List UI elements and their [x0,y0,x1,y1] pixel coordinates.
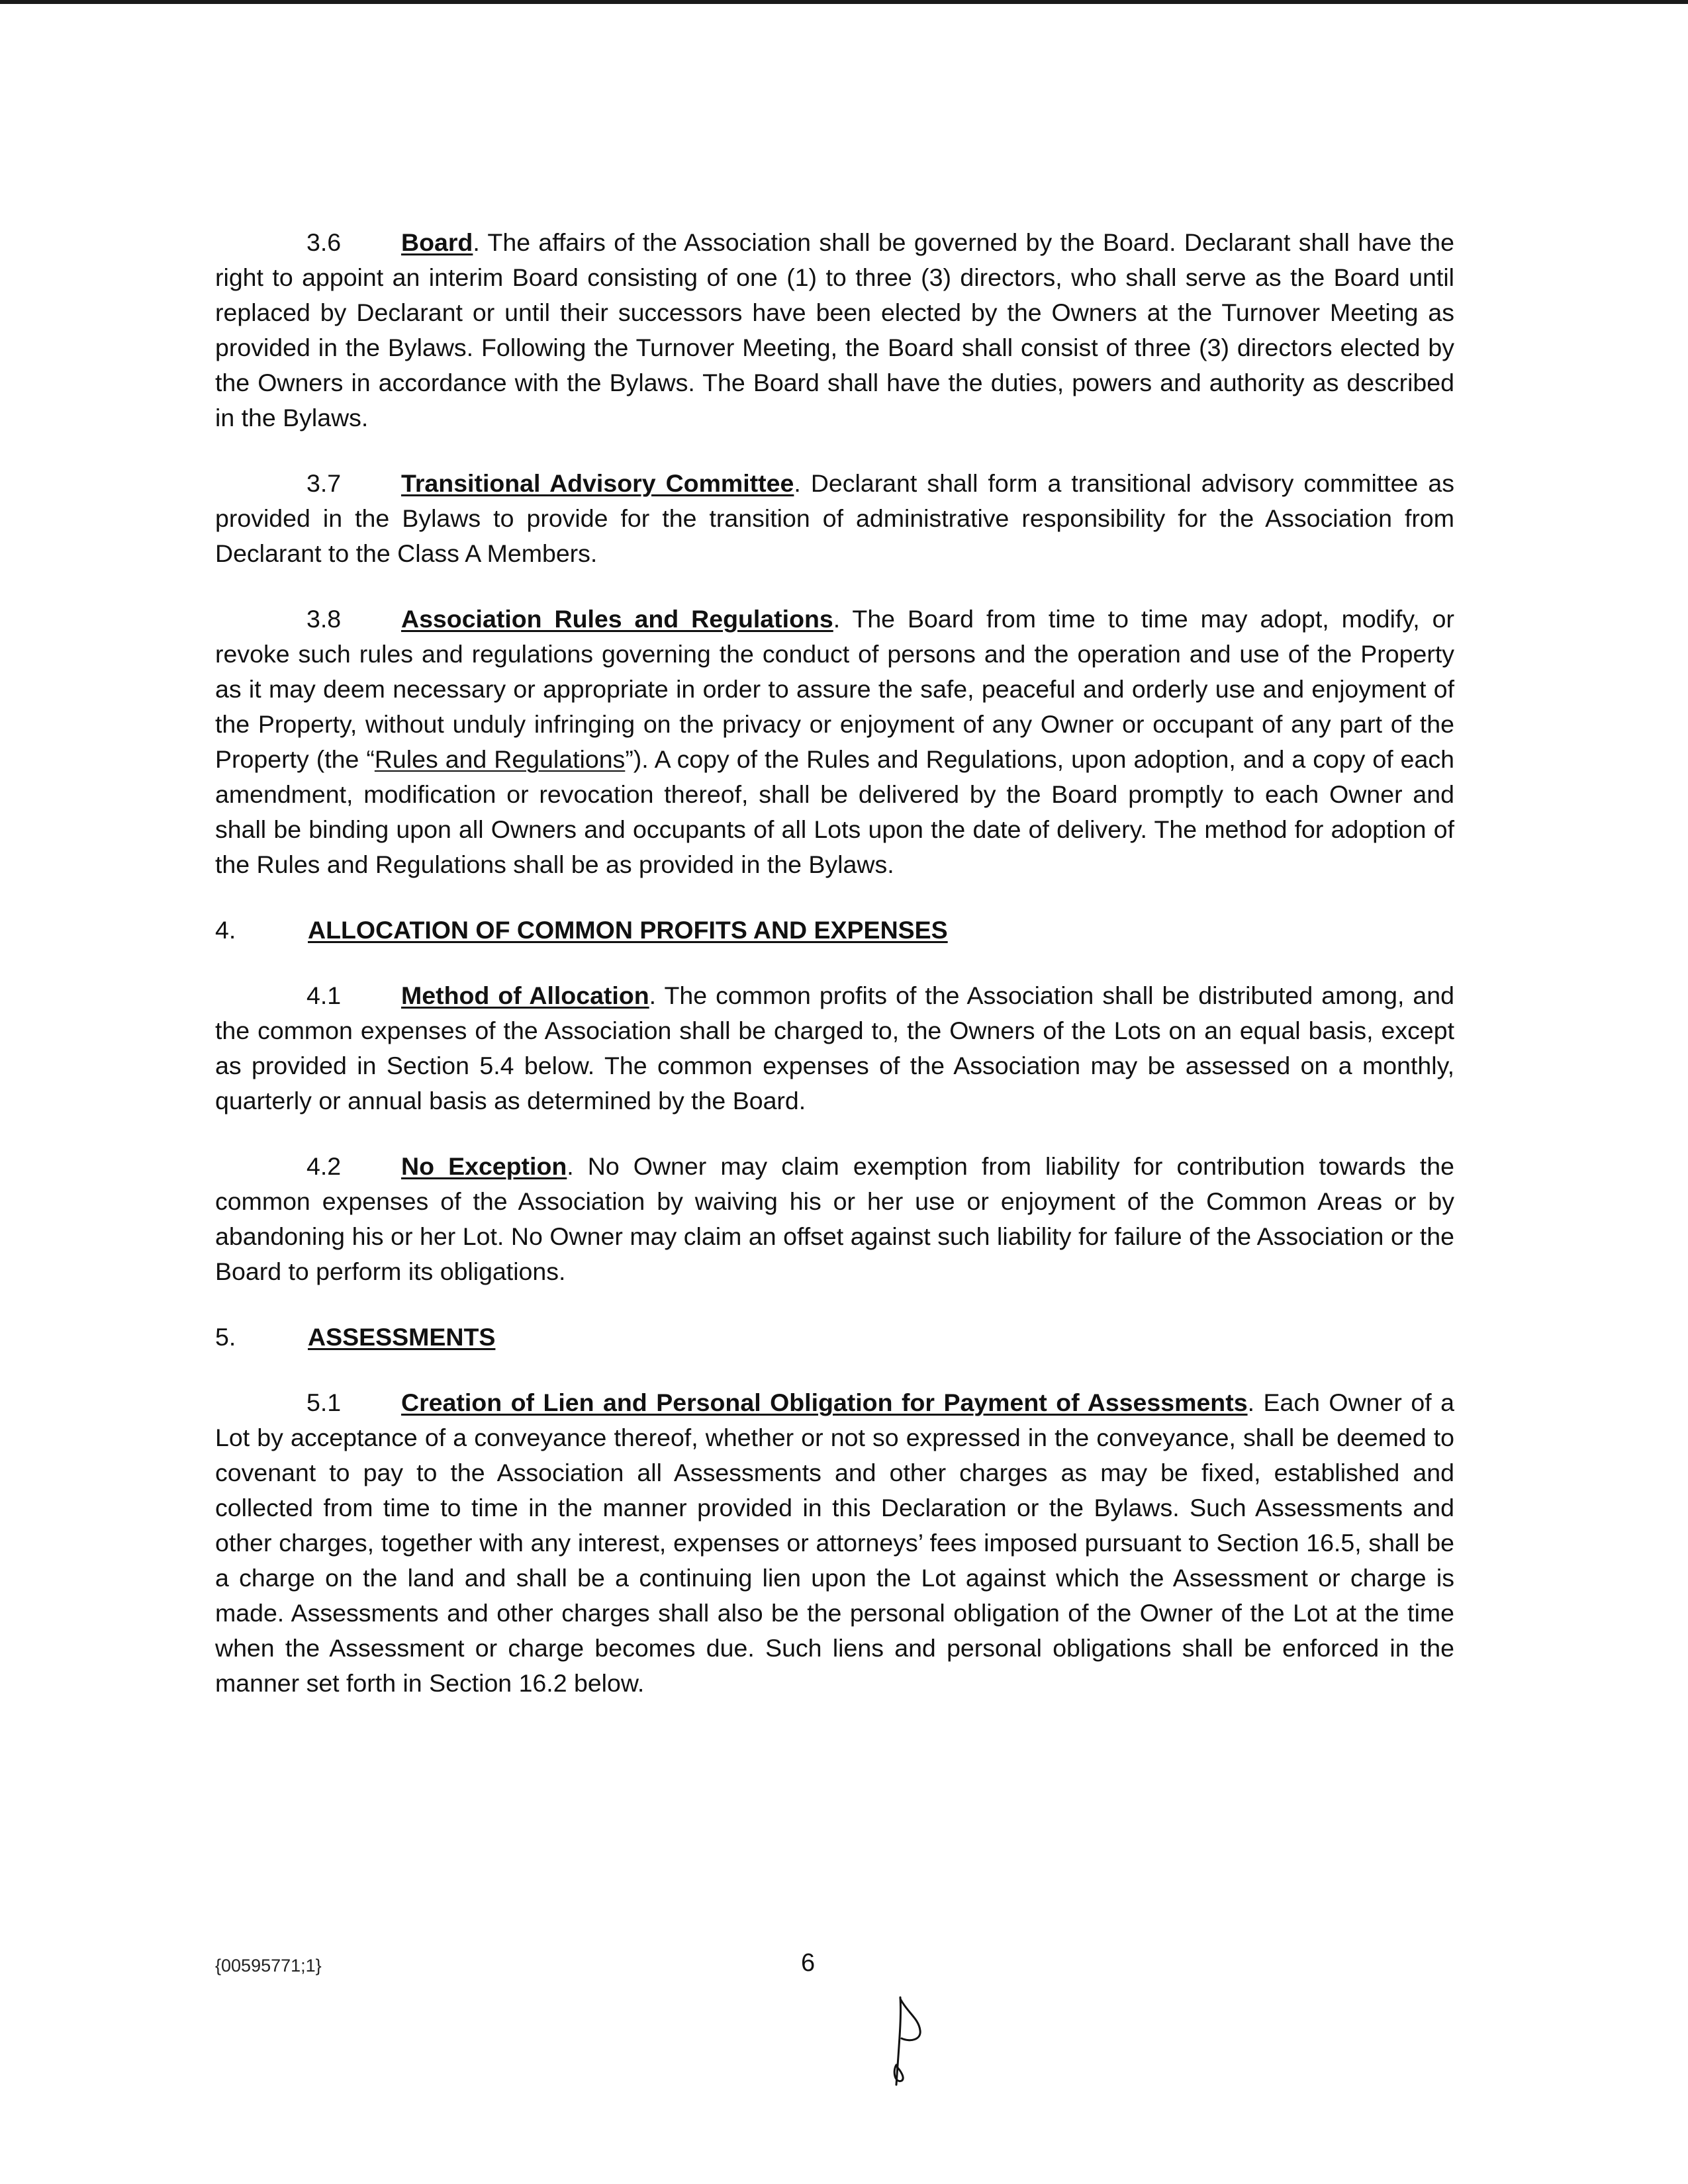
section-number: 3.6 [306,228,342,256]
document-body [215,225,1454,1731]
section-title: No Exception [401,1152,567,1180]
section-title: Board [401,228,473,256]
handwritten-initials-icon [887,1992,933,2091]
section-number: 5.1 [306,1388,342,1416]
scan-top-edge [0,0,1688,4]
article-title: ALLOCATION OF COMMON PROFITS AND EXPENSES [308,916,948,944]
section-number: 4.2 [306,1152,342,1180]
section-title: Association Rules and Regulations [401,605,833,633]
defined-term: Rules and Regulations [374,745,626,773]
article-heading-5 [215,1320,1454,1355]
section-text: . No Owner may claim exemption from liability for contribution towards the common expenses of the Association by waiving his or her use or enjoyment of the Common Areas or by abandoning his or her Lot. No Owner may claim an offset against such liability for failure of the Association or the Board to perform its obligations. [215,1152,1454,1285]
section-title: Method of Allocation [401,981,649,1009]
section-text: . The Board from time to time may adopt, modify, or revoke such rules and regulations governing the conduct of persons and the operation and use of the Property as it may deem necessary or appropriate in order to assure the safe, peaceful and orderly use and enjoyment of the Property, without unduly infringing on the privacy or enjoyment of any Owner or occupant of any part of the Property (the “ [215,605,1455,773]
section-title: Transitional Advisory Committee [401,469,794,497]
section-number: 3.8 [306,605,342,633]
section-title: Creation of Lien and Personal Obligation for Payment of Assessments [401,1388,1248,1416]
section-5-1 [215,1385,1454,1701]
document-code: {00595771;1} [215,1956,322,1976]
section-4-2 [215,1149,1454,1289]
section-number: 4.1 [306,981,342,1009]
section-text: . The common profits of the Association shall be distributed among, and the common expenses of the Association shall be charged to, the Owners of the Lots on an equal basis, except as provided in Section 5.4 below. The common expenses of the Association may be assessed on a monthly, quarterly or annual basis as determined by the Board. [215,981,1454,1115]
section-3-6 [215,225,1454,435]
article-title: ASSESSMENTS [308,1323,496,1351]
section-text-continued: ”). A copy of the Rules and Regulations, upon adoption, and a copy of each amendment, modification or revocation thereof, shall be delivered by the Board promptly to each Owner and shall be binding upon all Owners and occupants of all Lots upon the date of delivery. The method for adoption of the Rules and Regulations shall be as provided in the Bylaws. [215,745,1454,878]
article-number: 5. [215,1323,236,1351]
section-number: 3.7 [306,469,342,497]
article-heading-4 [215,913,1454,948]
page-number: 6 [801,1949,816,1977]
section-text: . Each Owner of a Lot by acceptance of a conveyance thereof, whether or not so expressed in the conveyance, shall be deemed to covenant to pay to the Association all Assessments and other charges as may be fixed, established and collected from time to time in the manner provided in this Declaration or the Bylaws. Such Assessments and other charges, together with any interest, expenses or attorneys’ fees imposed pursuant to Section 16.5, shall be a charge on the land and shall be a continuing lien upon the Lot against which the Assessment or charge is made. Assessments and other charges shall also be the personal obligation of the Owner of the Lot at the time when the Assessment or charge becomes due. Such liens and personal obligations shall be enforced in the manner set forth in Section 16.2 below. [215,1388,1454,1697]
section-3-8 [215,602,1454,882]
section-3-7 [215,466,1454,571]
article-number: 4. [215,916,236,944]
section-text: . The affairs of the Association shall be governed by the Board. Declarant shall have the right to appoint an interim Board consisting of one (1) to three (3) directors, who shall serve as the Board until replaced by Declarant or until their successors have been elected by the Owners at the Turnover Meeting as provided in the Bylaws. Following the Turnover Meeting, the Board shall consist of three (3) directors elected by the Owners in accordance with the Bylaws. The Board shall have the duties, powers and authority as described in the Bylaws. [215,228,1454,432]
section-4-1 [215,978,1454,1118]
section-text: . Declarant shall form a transitional advisory committee as provided in the Bylaws to provide for the transition of administrative responsibility for the Association from Declarant to the Class A Members. [215,469,1454,567]
